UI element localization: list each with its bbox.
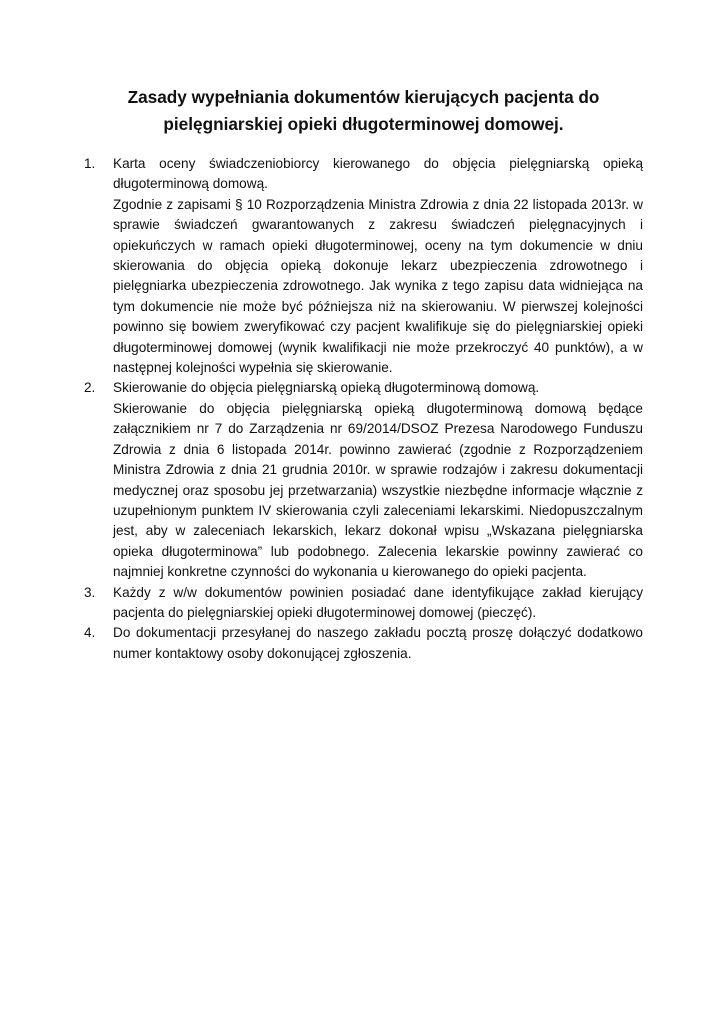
list-item-2 (84, 378, 643, 582)
item-heading: Do dokumentacji przesyłanej do naszego zakładu pocztą proszę dołączyć dodatkowo numer kontaktowy osoby dokonującej zgłoszenia. (113, 625, 643, 661)
item-heading: Karta oceny świadczeniobiorcy kierowanego do objęcia pielęgniarską opieką długoterminową domową. (113, 156, 643, 192)
item-number: 3. (84, 584, 96, 600)
document-title (84, 84, 643, 138)
rules-list (84, 154, 643, 664)
item-number: 1. (84, 156, 96, 171)
item-number: 2. (84, 380, 96, 396)
title-line-2: pielęgniarskiej opieki długoterminowej domowej. (163, 114, 564, 134)
item-heading: Każdy z w/w dokumentów powinien posiadać dane identyfikujące zakład kierujący pacjenta do pielęgniarskiej opieki długoterminowej domowej (pieczęć). (113, 584, 643, 620)
list-item-3 (84, 583, 643, 624)
item-number: 4. (84, 625, 96, 641)
item-heading: Skierowanie do objęcia pielęgniarską opieką długoterminową domową. (113, 380, 540, 396)
item-body: Skierowanie do objęcia pielęgniarską opieką długoterminową domową będące załącznikiem nr 7 do Zarządzenia nr 69/2014/DSOZ Prezesa Narodowego Funduszu Zdrowia z dnia 6 listopada 2014r. powinno zawierać (zgodnie z Rozporządzeniem Ministra Zdrowia z dnia 21 grudnia 2010r. w sprawie rodzajów i zakresu dokumentacji medycznej oraz sposobu jej przetwarzania) wszystkie niezbędne informacje włącznie z uzupełnionym punktem IV skierowania czyli zaleceniami lekarskimi. Niedopuszczalnym jest, aby w zaleceniach lekarskich, lekarz dokonał wpisu „Wskazana pielęgniarska opieka długoterminowa” lub podobnego. Zalecenia lekarskie powinny zawierać co najmniej konkretne czynności do wykonania u kierowanego do opieki pacjenta. (113, 400, 643, 580)
list-item-4 (84, 623, 643, 664)
list-item-1 (84, 154, 643, 378)
item-body: Zgodnie z zapisami § 10 Rozporządzenia Ministra Zdrowia z dnia 22 listopada 2013r. w sprawie świadczeń gwarantowanych z zakresu świadczeń pielęgnacyjnych i opiekuńczych w ramach opieki długoterminowej, oceny na tym dokumencie w dniu skierowania do objęcia opieką dokonuje lekarz ubezpieczenia zdrowotnego i pielęgniarka ubezpieczenia zdrowotnego. Jak wynika z tego zapisu data widniejąca na tym dokumencie nie może być późniejsza niż na skierowaniu. W pierwszej kolejności powinno się bowiem zweryfikować czy pacjent kwalifikuje się do pielęgniarskiej opieki długoterminowej domowej (wynik kwalifikacji nie może przekroczyć 40 punktów), a w następnej kolejności wypełnia się skierowanie. (113, 196, 643, 376)
title-line-1: Zasady wypełniania dokumentów kierujących pacjenta do (127, 87, 600, 107)
